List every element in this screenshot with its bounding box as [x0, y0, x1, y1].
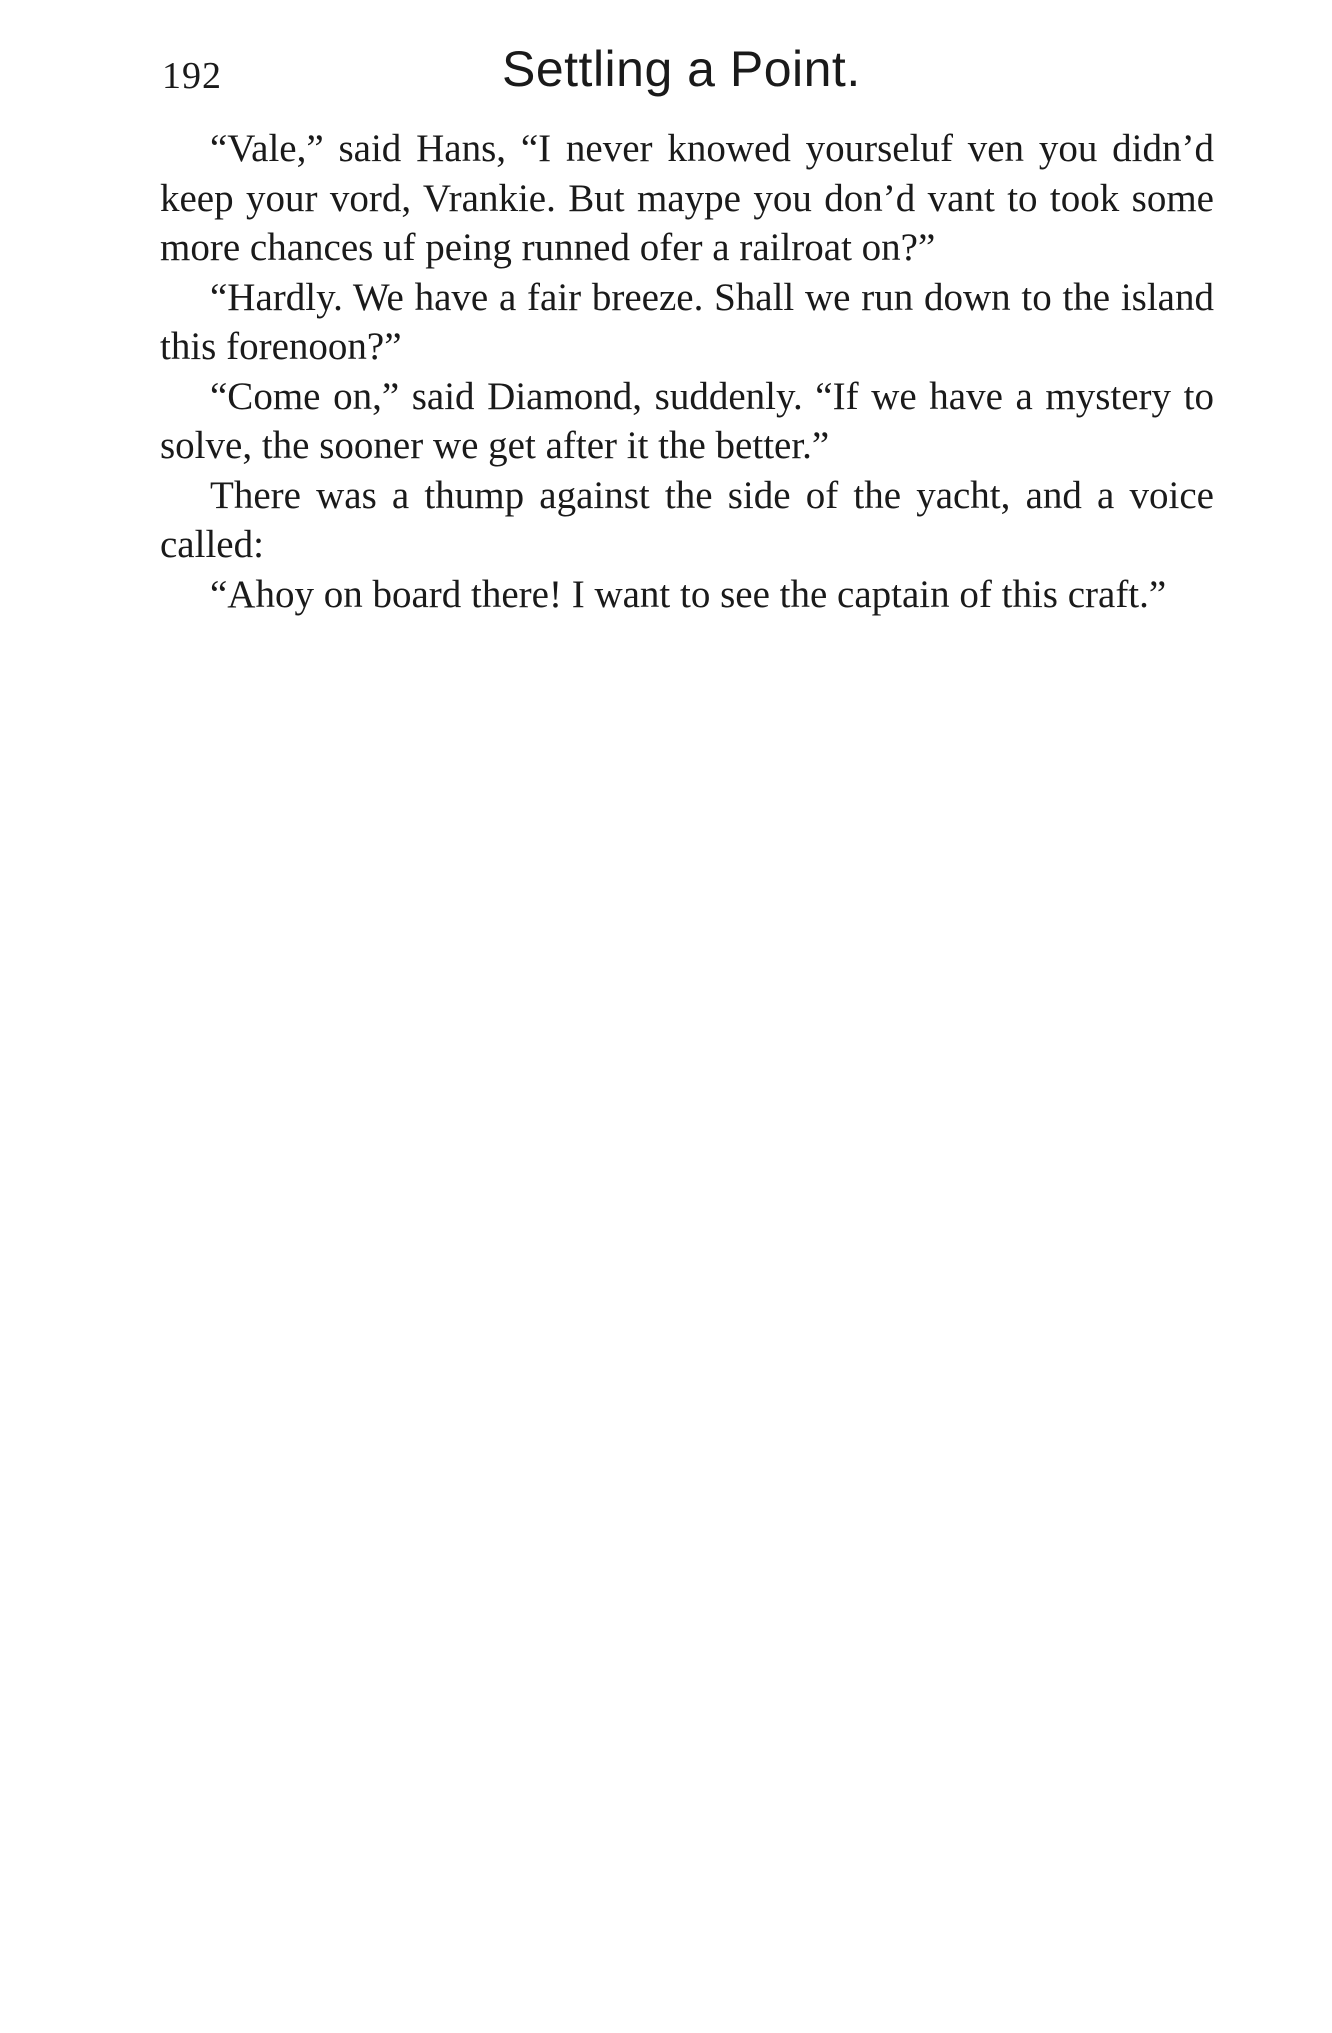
paragraph-4: There was a thump against the side of the yacht, and a voice called: [160, 473, 1214, 566]
running-head [162, 40, 1212, 110]
paragraph-3: “Come on,” said Diamond, suddenly. “If we have a mystery to solve, the sooner we get after it the better.” [160, 374, 1214, 467]
paragraph-2: “Hardly. We have a fair breeze. Shall we run down to the island this forenoon?” [160, 275, 1214, 368]
body-text [160, 124, 1214, 619]
page-number: 192 [162, 55, 222, 97]
running-title: Settling a Point. [502, 41, 861, 97]
paragraph-1: “Vale,” said Hans, “I never knowed yourseluf ven you didn’d keep your vord, Vrankie. But maype you don’d vant to took some more chances uf peing runned ofer a railroat on?” [160, 127, 1214, 269]
paragraph-5: “Ahoy on board there! I want to see the captain of this craft.” [210, 572, 1167, 616]
